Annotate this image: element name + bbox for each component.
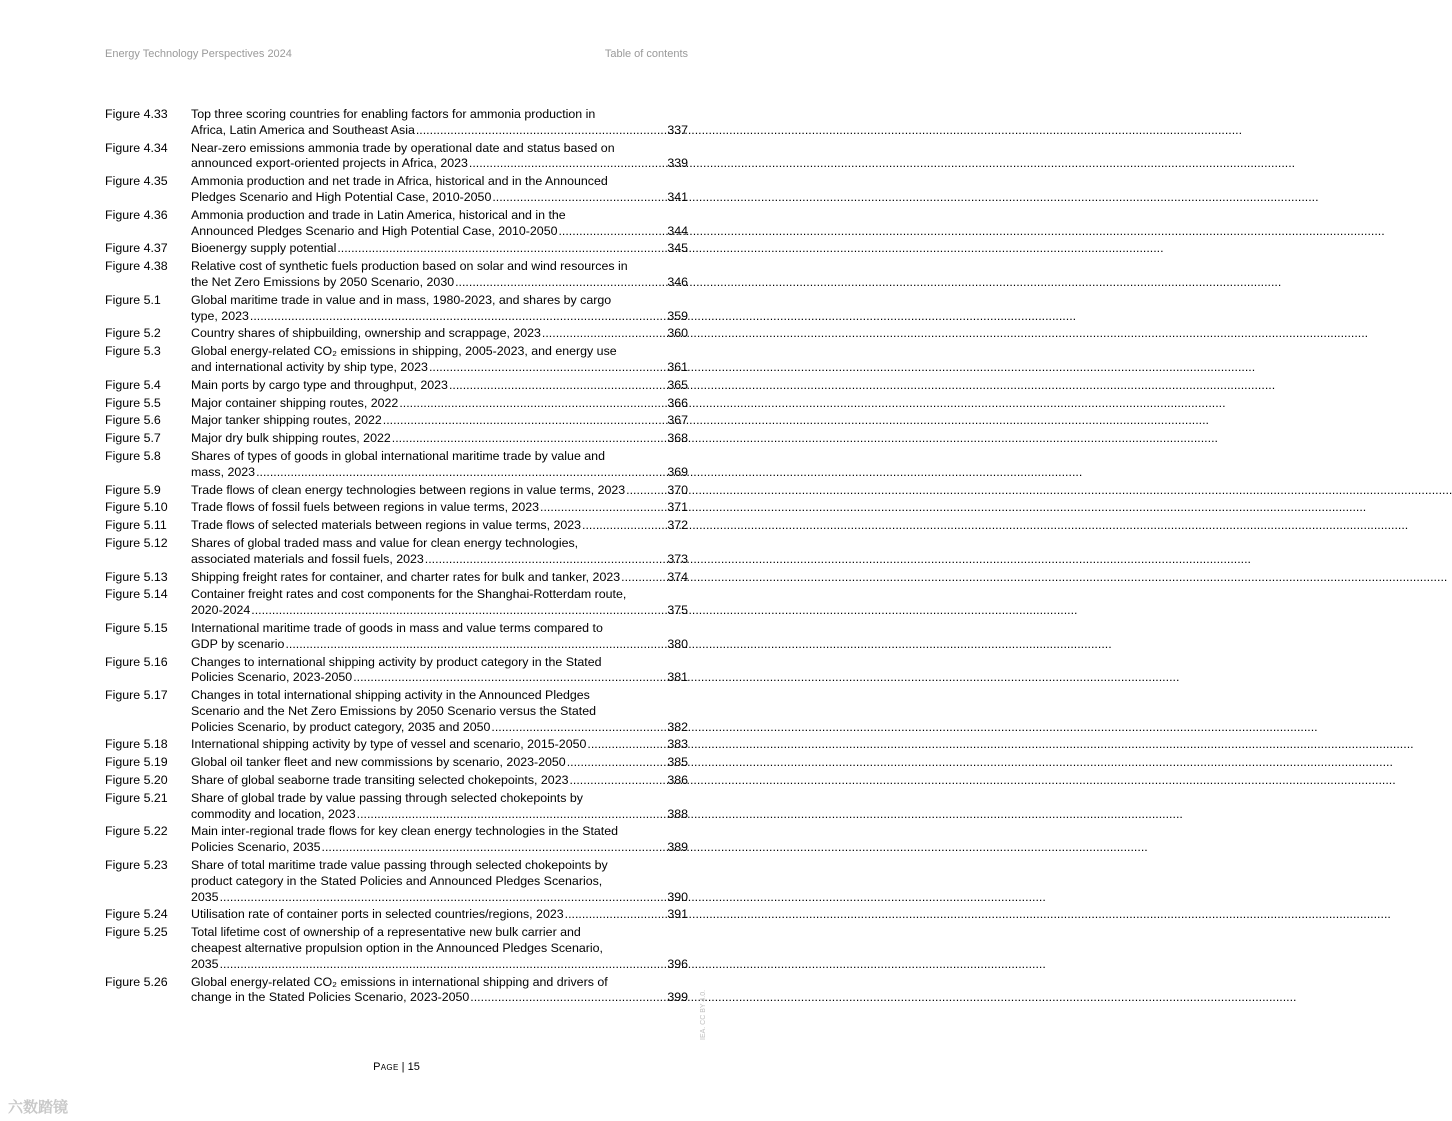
caption-last-line: Pledges Scenario and High Potential Case, 2010-2050 — [191, 189, 492, 204]
figure-caption — [191, 587, 688, 619]
page-reference[interactable]: 337 — [667, 122, 688, 137]
figure-number: Figure 5.6 — [105, 413, 161, 428]
caption-line: Global energy-related CO₂ emissions in shipping, 2005-2023, and energy use — [191, 344, 617, 359]
page-reference[interactable]: 372 — [667, 518, 688, 533]
license-notice: IEA. CC BY 4.0. — [700, 989, 707, 1040]
toc-entry[interactable] — [105, 975, 688, 1007]
dot-leader — [564, 907, 668, 923]
toc-entry[interactable] — [105, 500, 688, 516]
toc-entry[interactable] — [105, 208, 688, 240]
page-reference[interactable]: 369 — [667, 464, 688, 479]
caption-line: Main inter-regional trade flows for key clean energy technologies in the Stated — [191, 824, 619, 839]
caption-last-line: Major container shipping routes, 2022 — [191, 395, 399, 410]
page-reference[interactable]: 385 — [667, 755, 688, 770]
dot-leader — [586, 737, 667, 753]
toc-entry[interactable] — [105, 396, 688, 412]
page-footer — [0, 1061, 793, 1073]
toc-entry[interactable] — [105, 259, 688, 291]
page-reference[interactable]: 366 — [667, 395, 688, 410]
caption-line: Relative cost of synthetic fuels production based on solar and wind resources in — [191, 259, 628, 274]
figure-number: Figure 5.16 — [105, 654, 168, 669]
caption-line: Global energy-related CO₂ emissions in international shipping and drivers of — [191, 974, 608, 989]
figure-number: Figure 5.26 — [105, 974, 168, 989]
toc-entry[interactable] — [105, 858, 688, 905]
figure-caption — [191, 431, 688, 447]
page-reference[interactable]: 373 — [667, 551, 688, 566]
running-header-section: Table of contents — [604, 48, 688, 60]
figure-caption — [191, 536, 688, 568]
dot-leader — [454, 275, 667, 291]
caption-line: Changes in total international shipping activity in the Announced Pledges — [191, 688, 590, 703]
caption-line: product category in the Stated Policies and Announced Pledges Scenarios, — [191, 873, 603, 888]
figure-number: Figure 5.15 — [105, 620, 168, 635]
page-reference[interactable]: 346 — [667, 274, 688, 289]
footer-page-number: 15 — [407, 1061, 420, 1073]
figure-caption — [191, 259, 688, 291]
figure-caption — [191, 500, 688, 516]
figure-caption — [191, 975, 688, 1007]
toc-entry[interactable] — [105, 587, 688, 619]
caption-line: Ammonia production and trade in Latin America, historical and in the — [191, 207, 566, 222]
toc-entry[interactable] — [105, 107, 688, 139]
figure-caption — [191, 518, 688, 534]
toc-entry[interactable] — [105, 449, 688, 481]
caption-last-line: 2035 — [191, 889, 219, 904]
figure-number: Figure 4.37 — [105, 241, 168, 256]
page-reference[interactable]: 374 — [667, 569, 688, 584]
toc-entry[interactable] — [105, 518, 688, 534]
figure-caption — [191, 174, 688, 206]
caption-line: Top three scoring countries for enabling factors for ammonia production in — [191, 107, 596, 121]
figure-number: Figure 5.22 — [105, 824, 168, 839]
toc-entry[interactable] — [105, 483, 688, 499]
figure-caption — [191, 378, 688, 394]
figure-number: Figure 5.14 — [105, 587, 168, 602]
figure-number: Figure 5.21 — [105, 790, 168, 805]
caption-last-line: Trade flows of selected materials between regions in value terms, 2023 — [191, 518, 582, 533]
figure-number: Figure 4.36 — [105, 207, 168, 222]
figure-caption — [191, 241, 688, 257]
page-reference[interactable]: 360 — [667, 326, 688, 341]
caption-last-line: associated materials and fossil fuels, 2023 — [191, 551, 424, 566]
figure-caption — [191, 396, 688, 412]
caption-line: Shares of types of goods in global international maritime trade by value and — [191, 448, 605, 463]
caption-last-line: Shipping freight rates for container, and charter rates for bulk and tanker, 2023 — [191, 569, 621, 584]
dot-leader — [581, 518, 667, 534]
figure-number: Figure 5.2 — [105, 326, 161, 341]
toc-entry[interactable] — [105, 293, 688, 325]
dot-leader — [491, 190, 667, 206]
figure-number: Figure 5.9 — [105, 482, 161, 497]
dot-leader — [415, 123, 667, 139]
caption-last-line: Policies Scenario, 2023-2050 — [191, 670, 353, 685]
figure-caption — [191, 483, 688, 499]
dot-leader — [568, 773, 667, 789]
caption-last-line: Policies Scenario, 2035 — [191, 840, 321, 855]
caption-last-line: Country shares of shipbuilding, ownership and scrappage, 2023 — [191, 326, 541, 341]
toc-entry[interactable] — [105, 344, 688, 376]
figure-number: Figure 4.38 — [105, 259, 168, 274]
figure-caption — [191, 824, 688, 856]
caption-last-line: 2020-2024 — [191, 603, 251, 618]
dot-leader — [398, 396, 667, 412]
dot-leader — [219, 890, 668, 906]
figure-number: Figure 5.20 — [105, 773, 168, 788]
dot-leader — [539, 500, 667, 516]
figure-number: Figure 5.1 — [105, 292, 161, 307]
page-reference[interactable]: 375 — [667, 603, 688, 618]
toc-entry[interactable] — [105, 174, 688, 206]
caption-line: Total lifetime cost of ownership of a representative new bulk carrier and — [191, 925, 581, 940]
figure-caption — [191, 791, 688, 823]
caption-last-line: Trade flows of fossil fuels between regions in value terms, 2023 — [191, 500, 540, 515]
dot-leader — [391, 431, 668, 447]
toc-entry[interactable] — [105, 621, 688, 653]
figure-caption — [191, 344, 688, 376]
toc-entry[interactable] — [105, 431, 688, 447]
dot-leader — [284, 637, 667, 653]
figure-caption — [191, 293, 688, 325]
figure-number: Figure 5.17 — [105, 688, 168, 703]
figure-caption — [191, 570, 688, 586]
page-reference[interactable]: 389 — [667, 840, 688, 855]
figure-caption — [191, 655, 688, 687]
page-reference[interactable]: 359 — [667, 308, 688, 323]
figure-number: Figure 5.24 — [105, 907, 168, 922]
dot-leader — [336, 241, 667, 257]
dot-leader — [249, 309, 667, 325]
toc-entry[interactable] — [105, 141, 688, 173]
page-reference[interactable]: 396 — [667, 956, 688, 971]
dot-leader — [469, 990, 667, 1006]
toc-entry[interactable] — [105, 925, 688, 972]
page-reference[interactable]: 380 — [667, 636, 688, 651]
dot-leader — [321, 840, 668, 856]
dot-leader — [448, 378, 667, 394]
figure-caption — [191, 773, 688, 789]
figure-caption — [191, 858, 688, 905]
toc-entry[interactable] — [105, 241, 688, 257]
page-reference[interactable]: 381 — [667, 670, 688, 685]
figure-caption — [191, 621, 688, 653]
caption-last-line: announced export-oriented projects in Africa, 2023 — [191, 156, 468, 171]
dot-leader — [255, 465, 667, 481]
figure-number: Figure 5.23 — [105, 858, 168, 873]
caption-last-line: Announced Pledges Scenario and High Potential Case, 2010-2050 — [191, 223, 558, 238]
page-reference[interactable]: 365 — [667, 377, 688, 392]
figure-caption — [191, 907, 688, 923]
figure-number: Figure 4.33 — [105, 107, 168, 121]
toc-entry[interactable] — [105, 326, 688, 342]
dot-leader — [219, 957, 668, 973]
page-reference[interactable]: 388 — [667, 806, 688, 821]
figure-caption — [191, 737, 688, 753]
toc-entry[interactable] — [105, 413, 688, 429]
caption-line: Global maritime trade in value and in mass, 1980-2023, and shares by cargo — [191, 292, 612, 307]
caption-last-line: Major dry bulk shipping routes, 2022 — [191, 431, 391, 446]
figure-caption — [191, 688, 688, 735]
dot-leader — [541, 326, 667, 342]
page-reference[interactable]: 382 — [667, 719, 688, 734]
figure-number: Figure 5.18 — [105, 737, 168, 752]
page-reference[interactable]: 361 — [667, 359, 688, 374]
caption-last-line: the Net Zero Emissions by 2050 Scenario, 2030 — [191, 274, 455, 289]
caption-last-line: Policies Scenario, by product category, 2035 and 2050 — [191, 719, 491, 734]
watermark-logo: 六数踏镜 — [8, 1099, 69, 1116]
toc-entry[interactable] — [105, 755, 688, 771]
caption-last-line: type, 2023 — [191, 308, 249, 323]
toc-entry[interactable] — [105, 378, 688, 394]
toc-entry[interactable] — [105, 655, 688, 687]
caption-last-line: Utilisation rate of container ports in selected countries/regions, 2023 — [191, 907, 564, 922]
toc-entry[interactable] — [105, 570, 688, 586]
caption-last-line: Trade flows of clean energy technologies between regions in value terms, 2023 — [191, 482, 626, 497]
toc-entry[interactable] — [105, 773, 688, 789]
caption-last-line: 2035 — [191, 956, 219, 971]
figure-number: Figure 5.25 — [105, 925, 168, 940]
figure-caption — [191, 449, 688, 481]
caption-line: Changes to international shipping activity by product category in the Stated — [191, 654, 602, 669]
running-header-title: Energy Technology Perspectives 2024 — [105, 48, 292, 60]
caption-line: Near-zero emissions ammonia trade by operational date and status based on — [191, 140, 615, 155]
caption-last-line: mass, 2023 — [191, 464, 256, 479]
figure-number: Figure 5.4 — [105, 377, 161, 392]
caption-last-line: Main ports by cargo type and throughput, 2023 — [191, 377, 448, 392]
caption-line: Share of total maritime trade value passing through selected chokepoints by — [191, 858, 608, 873]
figure-number: Figure 5.8 — [105, 448, 161, 463]
figure-caption — [191, 755, 688, 771]
toc-entry[interactable] — [105, 824, 688, 856]
caption-last-line: commodity and location, 2023 — [191, 806, 356, 821]
page-reference[interactable]: 341 — [667, 189, 688, 204]
figure-caption — [191, 208, 688, 240]
caption-last-line: Africa, Latin America and Southeast Asia — [191, 122, 415, 137]
figure-number: Figure 5.3 — [105, 344, 161, 359]
dot-leader — [356, 807, 668, 823]
caption-line: Share of global trade by value passing through selected chokepoints by — [191, 790, 583, 805]
figure-number: Figure 5.11 — [105, 518, 167, 533]
caption-line: Shares of global traded mass and value for clean energy technologies, — [191, 535, 579, 550]
figure-number: Figure 5.10 — [105, 500, 168, 515]
page-reference[interactable]: 386 — [667, 773, 688, 788]
toc-entry[interactable] — [105, 688, 688, 735]
dot-leader — [382, 413, 668, 429]
page-reference[interactable]: 383 — [667, 737, 688, 752]
footer-page-label: Page — [373, 1061, 399, 1073]
page-reference[interactable]: 367 — [667, 413, 688, 428]
caption-last-line: Major tanker shipping routes, 2022 — [191, 413, 382, 428]
dot-leader — [468, 156, 667, 172]
caption-last-line: Share of global seaborne trade transiting selected chokepoints, 2023 — [191, 773, 569, 788]
dot-leader — [250, 603, 667, 619]
figure-number: Figure 5.19 — [105, 755, 168, 770]
page-reference[interactable]: 339 — [667, 156, 688, 171]
toc-entry[interactable] — [105, 536, 688, 568]
page-reference[interactable]: 345 — [667, 241, 688, 256]
figure-number: Figure 5.7 — [105, 431, 161, 446]
caption-last-line: and international activity by ship type, 2023 — [191, 359, 428, 374]
figure-number: Figure 5.5 — [105, 395, 161, 410]
toc-entry[interactable] — [105, 907, 688, 923]
toc-entry[interactable] — [105, 791, 688, 823]
footer-separator: | — [401, 1061, 405, 1073]
figure-caption — [191, 413, 688, 429]
figure-caption — [191, 925, 688, 972]
caption-line: International maritime trade of goods in mass and value terms compared to — [191, 620, 603, 635]
page-reference[interactable]: 390 — [667, 889, 688, 904]
page-reference[interactable]: 368 — [667, 431, 688, 446]
dot-leader — [424, 552, 668, 568]
dot-leader — [428, 360, 667, 376]
page-reference[interactable]: 391 — [667, 907, 688, 922]
caption-line: Ammonia production and net trade in Africa, historical and in the Announced — [191, 174, 608, 189]
figure-number: Figure 4.35 — [105, 174, 168, 189]
toc-entry[interactable] — [105, 737, 688, 753]
page-reference[interactable]: 371 — [667, 500, 688, 515]
page-reference[interactable]: 370 — [667, 482, 688, 497]
caption-line: Container freight rates and cost components for the Shanghai-Rotterdam route, — [191, 587, 627, 602]
dot-leader — [490, 720, 667, 736]
figure-caption — [191, 141, 688, 173]
caption-last-line: Global oil tanker fleet and new commissions by scenario, 2023-2050 — [191, 755, 566, 770]
caption-last-line: GDP by scenario — [191, 636, 285, 651]
figure-caption — [191, 326, 688, 342]
dot-leader — [352, 670, 667, 686]
caption-last-line: Bioenergy supply potential — [191, 241, 337, 256]
dot-leader — [566, 755, 668, 771]
figure-number: Figure 4.34 — [105, 140, 168, 155]
dot-leader — [625, 483, 667, 499]
table-of-contents-list — [105, 107, 688, 1008]
page-reference[interactable]: 344 — [667, 223, 688, 238]
dot-leader — [557, 224, 667, 240]
caption-line: Scenario and the Net Zero Emissions by 2050 Scenario versus the Stated — [191, 703, 596, 718]
caption-last-line: International shipping activity by type of vessel and scenario, 2015-2050 — [191, 737, 587, 752]
figure-number: Figure 5.13 — [105, 569, 168, 584]
caption-line: cheapest alternative propulsion option in the Announced Pledges Scenario, — [191, 941, 603, 956]
caption-last-line: change in the Stated Policies Scenario, 2023-2050 — [191, 990, 470, 1005]
figure-caption — [191, 107, 688, 139]
dot-leader — [620, 570, 667, 586]
page-reference[interactable]: 399 — [667, 990, 688, 1005]
figure-number: Figure 5.12 — [105, 535, 168, 550]
